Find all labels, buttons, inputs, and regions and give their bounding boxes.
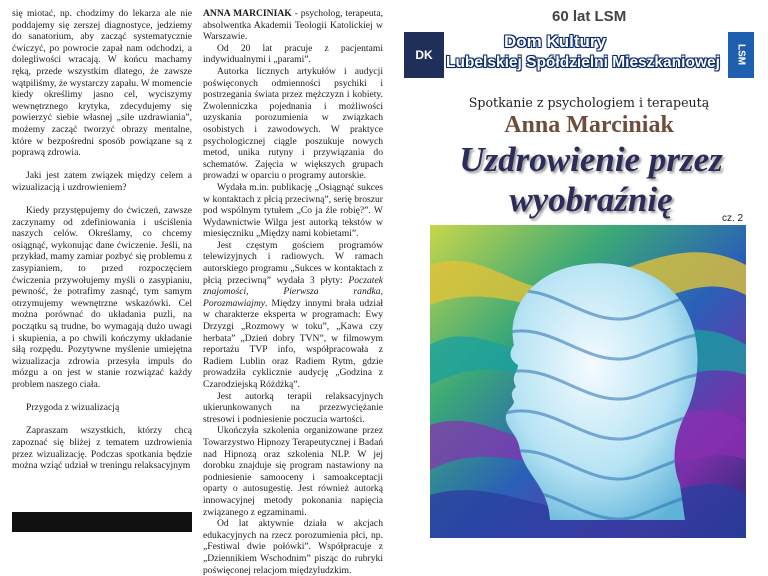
bio-intro [203,8,383,43]
bio-intro-text: - psycholog, terapeuta, absolwentka Akademii Teologii Katolickiej w Warszawie. [203,8,383,43]
headline [426,140,756,220]
headline-line2: wyobraźnię [509,180,673,219]
paragraph: Od lat aktywnie działa w akcjach edukacyjnych na rzecz porozumienia płci, np. „Festiwal dwie połówki”. Współpracuje z „Dziennikiem Wschodnim” pisząc do rubryki poświęconej relacjom międzyludzkim. [203,518,383,576]
headline-line1: Uzdrowienie przez [459,140,723,179]
paragraph: Autorka licznych artykułów i audycji poświęconych odmienności psychiki i postrzegania świata przez mężczyzn i kobiety. Zwolenniczka pojednania i możliwości uzyskania porozumienia w związkach osobistych i zawodowych. W praktyce psychologicznej ciągle poszukuje nowych metod, unika rutyny i przywiązania do schematów. Zajęcia w większych grupach prowadzi w oparciu o programy autorskie. [203,65,383,182]
author-heading: Anna Marciniak [504,112,674,138]
event-subtitle: Spotkanie z psychologiem i terapeutą [468,95,710,110]
text: . Między innymi brała udział w charakterze eksperta w programach: Ewy Drzyzgi „Rozmowy w toku”, „Kawa czy herbata” „Dzień dobry TVN”, w filmowym reportażu TVP info, współpracowała z Radiem Lublin oraz Radiem Rytm, gdzie prowadziła cyklicznie audycję „Godzina z Czarodziejską Różdżką”. [203,297,383,390]
paragraph: Zapraszam wszystkich, którzy chcą zapoznać się bliżej z tematem uzdrowienia przez wizualizację. Podczas spotkania będzie można wziąć udział w treningu relaksacyjnym [12,425,192,472]
paragraph: Od 20 lat pracuje z pacjentami indywidualnymi i „parami”. [203,42,383,66]
paragraph: się miotać, np. chodzimy do lekarza ale nie poddajemy się zerszej diagnostyce, jedziemy do sanatorium, aby zacząć systematycznie ćwiczyć, po powrocie zapał nam odchodzi, a dolegliwości wracają. W końcu machamy ręką, przede wszystkim dlatego, że zawsze wątpiliśmy, że wystarczy zapału. W momencie kiedy określimy jasno cel, wyciszymy wewnętrznego krytyka, zdecydujemy się powierzyć siebie własnej „sile uzdrawiania”, możemy zacząć tworzyć obrazy mentalne, które w bezpośredni sposób powiązane są z poprawą zdrowia. [12,8,192,159]
paragraph: Jest autorką terapii relaksacyjnych ukierunkowanych na przezwyciężanie stresowi i podniesienie poczucia wartości. [203,390,383,425]
paragraph: Ukończyła szkolenia organizowane przez Towarzystwo Hipnozy Terapeutycznej i Badań nad Hipnozą oraz szkolenia NLP. W jej dorobku znajduje się program nastawiony na podniesienie samooceny i samoakceptacji oparty o autosugestię. Jest również autorką innowacyjnej metody pokonania napięcia związanego z egzaminami. [203,425,383,518]
paragraph: Wydała m.in. publikację „Osiągnąć sukces w kontaktach z płcią przeciwną”, serię broszur pod wspólnym tytułem „Co ja źle robię?”. W Wydawnictwie Wilga jest autorką tekstów w miesięczniku „Między nami kobietami”. [203,181,383,240]
paragraph: Jaki jest zatem związek między celem a wizualizacją i uzdrowieniem? [12,170,192,193]
institution-banner [404,30,754,82]
banner-line1: Dom Kultury [504,32,606,51]
text: Jest częstym gościem programów telewizyjnych i radiowych. W ramach autorskiego programu „Sukces w kontaktach z płcią przeciwną” wydała 3 płyty: [203,239,383,286]
jubilee-label: 60 lat LSM [552,8,627,25]
part-label: cz. 2 [722,213,744,224]
dk-logo: DK [404,32,444,78]
paragraph: Kiedy przystępujemy do ćwiczeń, zawsze zaczynamy od zdefiniowania i uściślenia naszych celów. Określamy, co chcemy osiągnąć, wykonując dane ćwiczenie. Jeśli, na przykład, mamy zamiar pozbyć się problemu z zasypianiem, to przed rozpoczęciem ćwiczenia przywołujemy myśli o zasypianiu, pewność, że potrafimy zasnąć, tym samym otrzymujemy wewnętrzne wskazówki. Cel można porównać do układania puzli, na początku są trudne, bo wymagają dużo uwagi i skupienia, a po chwili kończymy układanie siłą rozpędu. Pozytywne myślenie umiejętna wizualizacja zdrowia przesyła impuls do mózgu a on jest w stanie rozwiązać każdy problem naszego ciała. [12,205,192,390]
head-silhouette-illustration [430,225,746,538]
left-text-column [12,8,192,472]
banner-line2: Lubelskiej Spółdzielni Mieszkaniowej [446,54,720,71]
lsm-logo: LSM [728,32,754,78]
paragraph [203,240,383,391]
middle-text-column [203,8,383,576]
poster-right-page [396,0,768,543]
author-name: ANNA MARCINIAK [203,8,292,19]
section-heading: Przygoda z wizualizacją [26,402,120,414]
album-titles: Poczatek znajomości, Pierwsza randka, Porozmawiajmy [203,274,383,309]
black-bar [12,512,192,532]
